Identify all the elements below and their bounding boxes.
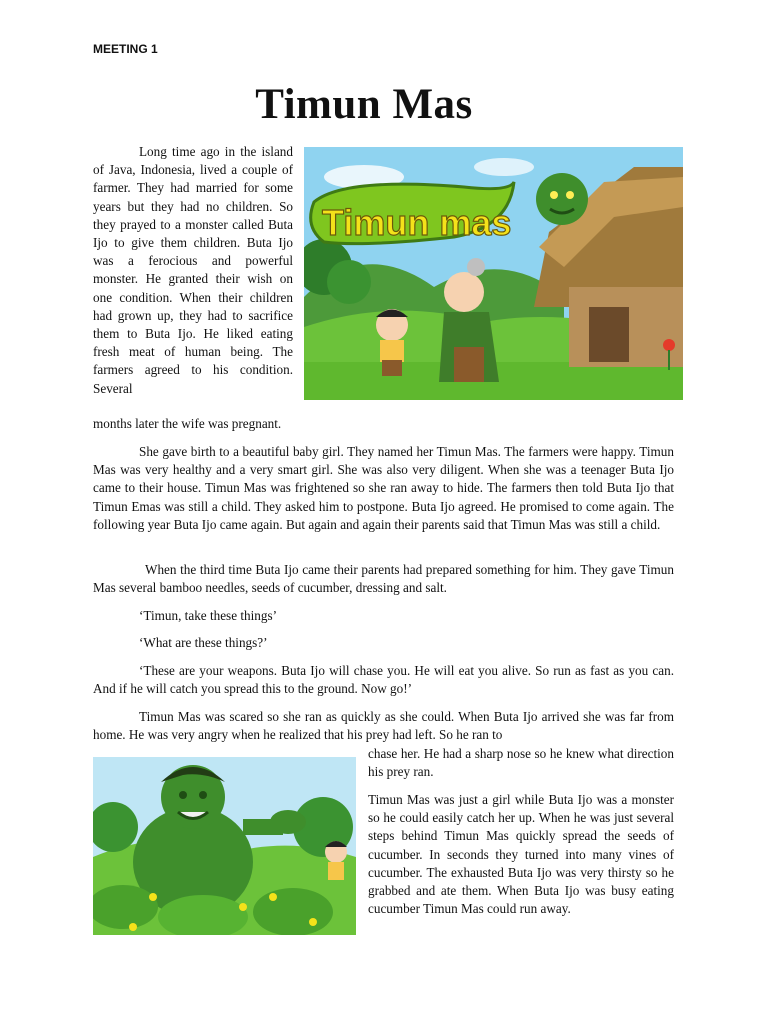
meeting-label: MEETING 1 [93,42,158,56]
paragraph-intro-end: months later the wife was pregnant. [93,416,282,431]
paragraph-escape-end: chase her. He had a sharp nose so he knew what direction his prey ran. [368,746,674,780]
grandmother [444,272,484,312]
ogre-head [536,173,588,225]
dialogue-what-things: ‘What are these things?’ [139,635,268,650]
buta-ijo-chase-illustration [93,757,356,935]
paragraph-cucumber-seeds: Timun Mas was just a girl while Buta Ijo was a monster so he could easily catch her up. When he was just several steps behind Timun Mas quickly spread the seeds of cucumber. In seconds they turned into many vines of cucumber. The exhausted Buta Ijo was very thirsty so he grabbed and ate them. When Buta Ijo was busy eating cucumber Timun Mas could run away. [368,792,674,917]
dialogue-weapons: ‘These are your weapons. Buta Ijo will chase you. He will eat you alive. So run as fast as you can. And if he will catch you spread this to the ground. Now go!’ [93,663,674,697]
paragraph-third-visit [93,561,674,597]
paragraph-third-visit-text: When the third time Buta Ijo came their parents had prepared something for him. They gave Timun Mas several bamboo needles, seeds of cucumber, dressing and salt. [93,562,674,596]
paragraph-intro: Long time ago in the island of Java, Indonesia, lived a couple of farmer. They had married for some years but they had no children. So they prayed to a monster called Buta Ijo to give them children. Buta Ijo was a ferocious and powerful monster. He granted their wish on one condition. When their children had grown up, they had to sacrifice them to Buta Ijo. He liked eating fresh meat of human being. The farmers agreed to his condition. Several [93,144,293,396]
paragraph-baby-girl: She gave birth to a beautiful baby girl. They named her Timun Mas. The farmers were happy. Timun Mas was very healthy and a very smart girl. She was also very diligent. When she was a teenager Buta Ijo came to their house. Timun Mas was frightened so she ran away to hide. The farmers then told Buta Ijo that Timun Emas was still a child. They asked him to postpone. Buta Ijo agreed. He promised to come again. The following year Buta Ijo came again. But again and again their parents said that Timun Mas was still a child. [93,444,674,532]
paragraph-escape: Timun Mas was scared so she ran as quickly as she could. When Buta Ijo arrived she was far from home. He was very angry when he realized that his prey had left. So he ran to [93,709,674,743]
story-title: Timun Mas [255,81,473,128]
logo-text: Timun mas [322,202,512,243]
dialogue-take-things: ‘Timun, take these things’ [139,608,277,623]
timun-mas-cover-illustration [304,147,683,400]
